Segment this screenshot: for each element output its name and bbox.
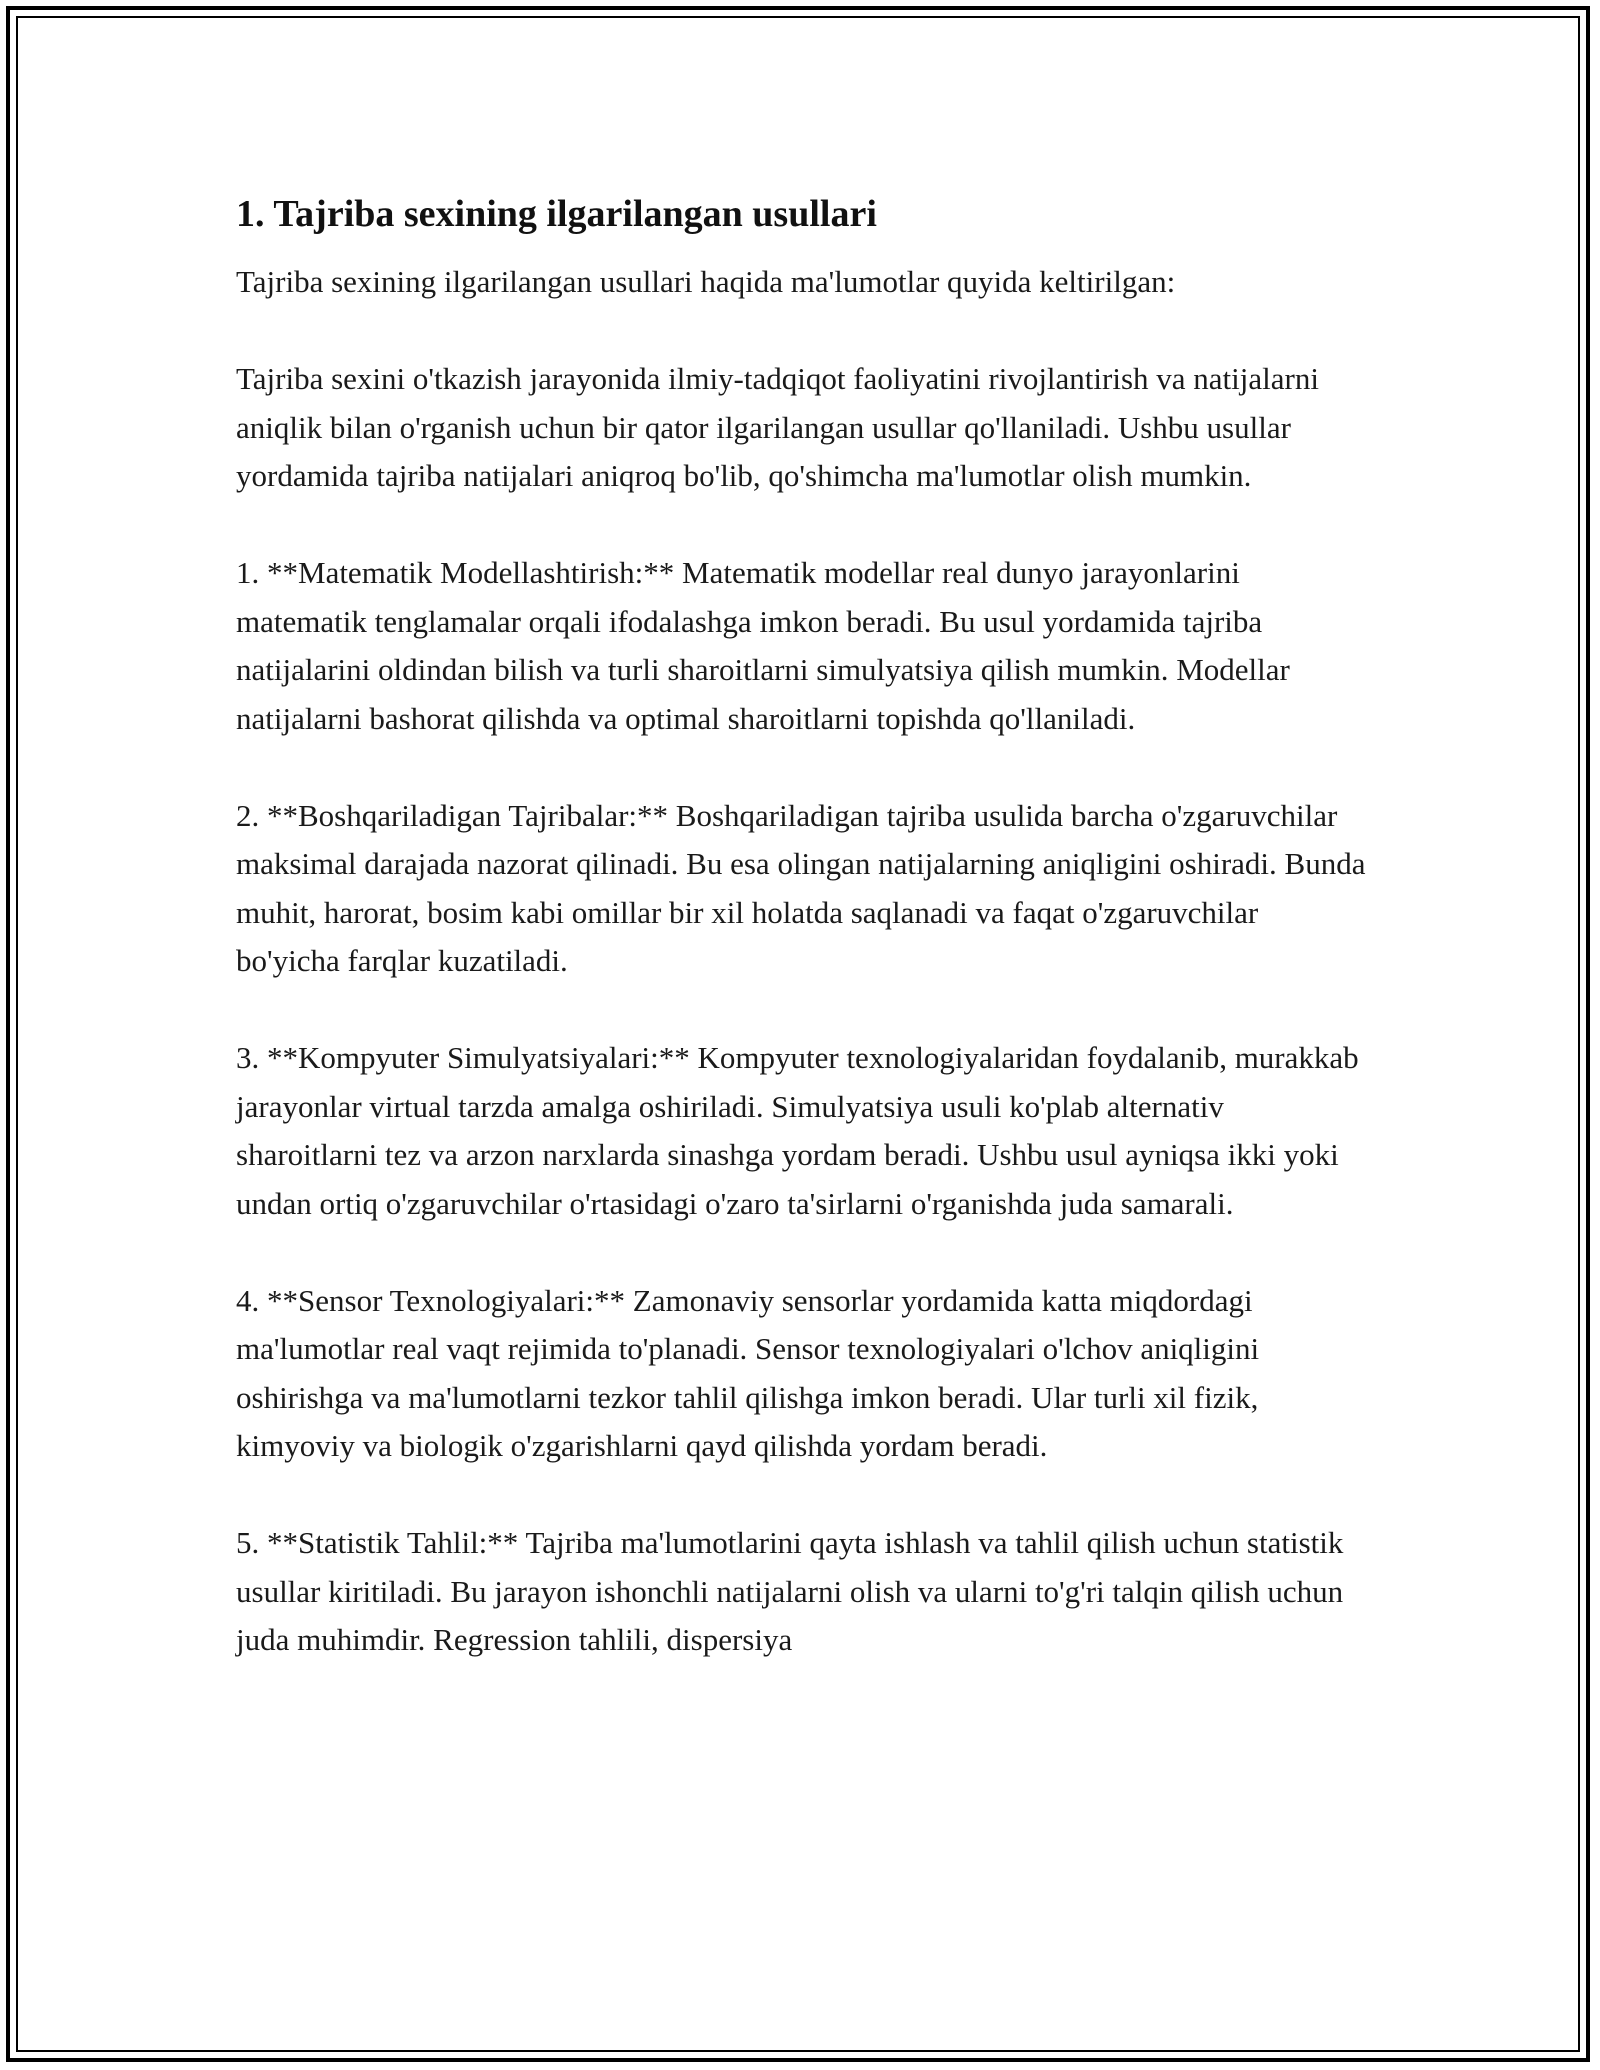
paragraph-mathematical-modeling: 1. **Matematik Modellashtirish:** Matematik modellar real dunyo jarayonlarini matematik tenglamalar orqali ifodalashga imkon beradi. Bu usul yordamida tajriba natijalarini oldindan bilish va turli sharoitlarni simulyatsiya qilish mumkin. Modellar natijalarni bashorat qilishda va optimal sharoitlarni topishda qo'llaniladi. xyxy=(236,555,1290,736)
paragraph-statistical-analysis: 5. **Statistik Tahlil:** Tajriba ma'lumotlarini qayta ishlash va tahlil qilish uchun statistik usullar kiritiladi. Bu jarayon ishonchli natijalarni olish va ularni to'g'ri talqin qilish uchun juda muhimdir. Regression tahlili, dispersiya xyxy=(236,1525,1344,1657)
intro-paragraph: Tajriba sexining ilgarilangan usullari haqida ma'lumotlar quyida keltirilgan: xyxy=(236,264,1176,299)
paragraph-sensor-technologies: 4. **Sensor Texnologiyalari:** Zamonaviy sensorlar yordamida katta miqdordagi ma'lumotlar real vaqt rejimida to'planadi. Sensor texnologiyalari o'lchov aniqligini oshirishga va ma'lumotlarni tezkor tahlil qilishga imkon beradi. Ular turli xil fizik, kimyoviy va biologik o'zgarishlarni qayd qilishda yordam beradi. xyxy=(236,1282,1260,1463)
paragraph-computer-simulations: 3. **Kompyuter Simulyatsiyalari:** Kompyuter texnologiyalaridan foydalanib, murakkab jarayonlar virtual tarzda amalga oshiriladi. Simulyatsiya usuli ko'plab alternativ sharoitlarni tez va arzon narxlarda sinashga yordam beradi. Ushbu usul ayniqsa ikki yoki undan ortiq o'zgaruvchilar o'rtasidagi o'zaro ta'sirlarni o'rganishda juda samarali. xyxy=(236,1040,1359,1221)
document-body xyxy=(236,190,1366,1665)
section-heading: 1. Tajriba sexining ilgarilangan usullari xyxy=(236,193,877,235)
paragraph-overview: Tajriba sexini o'tkazish jarayonida ilmiy-tadqiqot faoliyatini rivojlantirish va natijalarni aniqlik bilan o'rganish uchun bir qator ilgarilangan usullar qo'llaniladi. Ushbu usullar yordamida tajriba natijalari aniqroq bo'lib, qo'shimcha ma'lumotlar olish mumkin. xyxy=(236,361,1319,493)
paragraph-controlled-experiments: 2. **Boshqariladigan Tajribalar:** Boshqariladigan tajriba usulida barcha o'zgaruvchilar maksimal darajada nazorat qilinadi. Bu esa olingan natijalarning aniqligini oshiradi. Bunda muhit, harorat, bosim kabi omillar bir xil holatda saqlanadi va faqat o'zgaruvchilar bo'yicha farqlar kuzatiladi. xyxy=(236,797,1366,978)
